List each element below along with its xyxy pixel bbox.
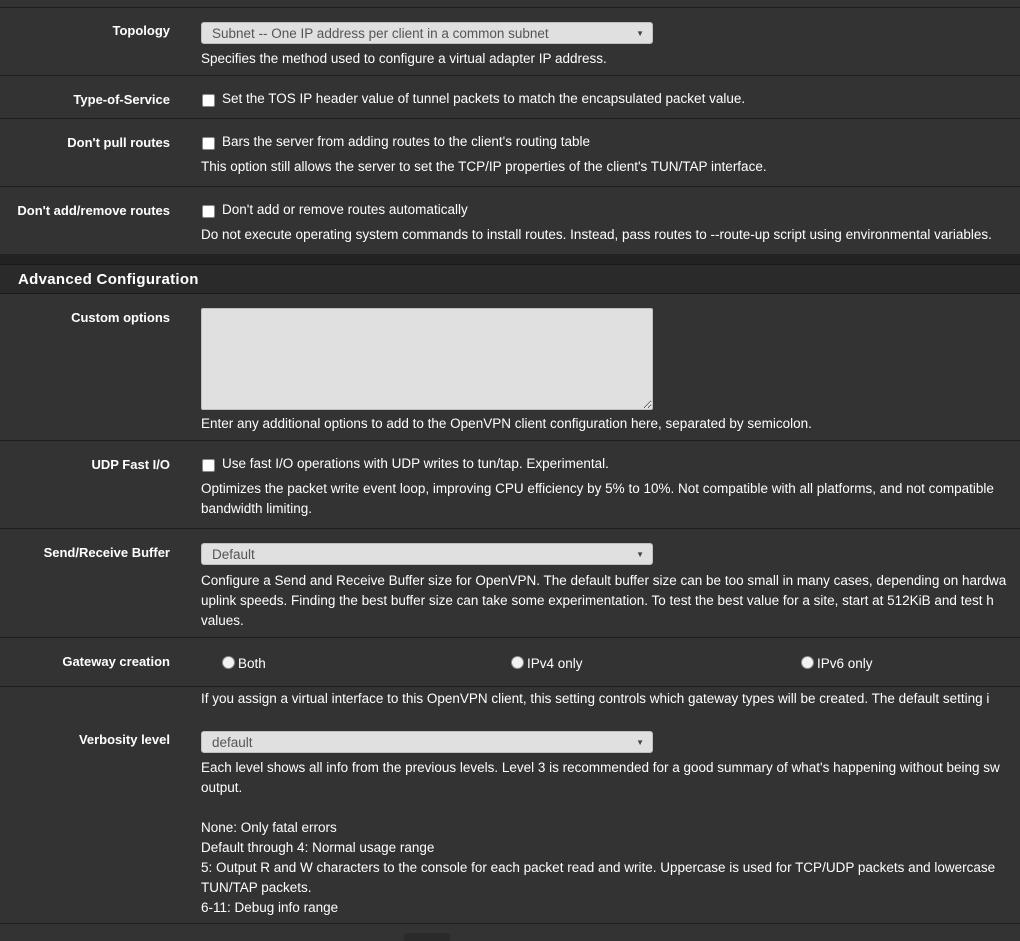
panel-gap bbox=[0, 254, 1020, 264]
buffer-select-value: Default bbox=[212, 547, 255, 562]
udp-fast-io-label: UDP Fast I/O bbox=[91, 457, 170, 472]
section-title: Advanced Configuration bbox=[18, 271, 199, 288]
verbosity-level-item: TUN/TAP packets. bbox=[201, 880, 312, 895]
udp-fast-io-help-line2: bandwidth limiting. bbox=[201, 501, 313, 516]
buffer-help-line2: uplink speeds. Finding the best buffer size can take some experimentation. To test the best value for a site, start at 512KiB and test h bbox=[201, 593, 994, 608]
gateway-radio-both[interactable] bbox=[222, 656, 235, 669]
advanced-config-header bbox=[0, 264, 1020, 294]
add-remove-routes-label: Don't add/remove routes bbox=[17, 203, 170, 218]
pull-routes-row bbox=[0, 119, 1020, 187]
topology-help: Specifies the method used to configure a virtual adapter IP address. bbox=[201, 51, 607, 66]
udp-fast-io-row bbox=[0, 441, 1020, 529]
udp-fast-io-checkbox-label: Use fast I/O operations with UDP writes to tun/tap. Experimental. bbox=[222, 456, 609, 471]
buffer-row bbox=[0, 529, 1020, 638]
gateway-radio-ipv4[interactable] bbox=[511, 656, 524, 669]
custom-options-help: Enter any additional options to add to the OpenVPN client configuration here, separated by semicolon. bbox=[201, 416, 812, 431]
verbosity-level-item: 6-11: Debug info range bbox=[201, 900, 339, 915]
verbosity-label: Verbosity level bbox=[78, 732, 170, 747]
pull-routes-label: Don't pull routes bbox=[67, 135, 170, 150]
chevron-down-icon: ▼ bbox=[636, 29, 644, 38]
verbosity-help-line2: output. bbox=[201, 780, 243, 795]
verbosity-select[interactable] bbox=[201, 731, 653, 753]
custom-options-row bbox=[0, 293, 1020, 441]
chevron-down-icon: ▼ bbox=[636, 738, 644, 747]
topology-select-value: Subnet -- One IP address per client in a common subnet bbox=[212, 26, 549, 41]
udp-fast-io-help-line1: Optimizes the packet write event loop, improving CPU efficiency by 5% to 10%. Not compatible with all platforms, and not compatible bbox=[201, 481, 994, 496]
verbosity-level-item: Default through 4: Normal usage range bbox=[201, 840, 435, 855]
custom-options-label: Custom options bbox=[71, 310, 170, 325]
topology-select[interactable] bbox=[201, 22, 653, 44]
bottom-button-partial[interactable] bbox=[404, 933, 450, 941]
verbosity-row bbox=[0, 687, 1020, 924]
gateway-help: If you assign a virtual interface to this OpenVPN client, this setting controls which gateway types will be created. The default setting i bbox=[201, 691, 990, 706]
verbosity-level-item: None: Only fatal errors bbox=[201, 820, 337, 835]
gateway-option-ipv4: IPv4 only bbox=[527, 656, 583, 671]
custom-options-textarea[interactable] bbox=[201, 308, 653, 410]
add-remove-routes-checkbox-label: Don't add or remove routes automatically bbox=[222, 202, 468, 217]
gateway-radio-ipv6[interactable] bbox=[801, 656, 814, 669]
buffer-help-line1: Configure a Send and Receive Buffer size for OpenVPN. The default buffer size can be too small in many cases, depending on hardwa bbox=[201, 573, 1007, 588]
tos-label: Type-of-Service bbox=[73, 92, 170, 107]
add-remove-routes-help: Do not execute operating system commands to install routes. Instead, pass routes to --route-up script using environmental variables. bbox=[201, 227, 992, 242]
tos-checkbox[interactable] bbox=[202, 94, 215, 107]
gateway-option-both: Both bbox=[238, 656, 266, 671]
buffer-select[interactable] bbox=[201, 543, 653, 565]
gateway-label: Gateway creation bbox=[62, 654, 170, 669]
udp-fast-io-checkbox[interactable] bbox=[202, 459, 215, 472]
topology-row bbox=[0, 8, 1020, 76]
topology-label: Topology bbox=[112, 23, 170, 38]
gateway-option-ipv6: IPv6 only bbox=[817, 656, 873, 671]
gateway-row bbox=[0, 638, 1020, 706]
buffer-help-line3: values. bbox=[201, 613, 244, 628]
pull-routes-checkbox[interactable] bbox=[202, 137, 215, 150]
add-remove-routes-checkbox[interactable] bbox=[202, 205, 215, 218]
chevron-down-icon: ▼ bbox=[636, 550, 644, 559]
pull-routes-help: This option still allows the server to set the TCP/IP properties of the client's TUN/TAP interface. bbox=[201, 159, 767, 174]
verbosity-help-line1: Each level shows all info from the previous levels. Level 3 is recommended for a good summary of what's happening without being sw bbox=[201, 760, 1000, 775]
top-divider bbox=[0, 0, 1020, 8]
buffer-label: Send/Receive Buffer bbox=[43, 545, 170, 560]
verbosity-level-item: 5: Output R and W characters to the console for each packet read and write. Uppercase is used for TCP/UDP packets and lowercase bbox=[201, 860, 996, 875]
pull-routes-checkbox-label: Bars the server from adding routes to the client's routing table bbox=[222, 134, 591, 149]
add-remove-routes-row bbox=[0, 187, 1020, 254]
tos-row bbox=[0, 76, 1020, 119]
verbosity-select-value: default bbox=[212, 735, 253, 750]
tos-checkbox-label: Set the TOS IP header value of tunnel packets to match the encapsulated packet value. bbox=[222, 91, 746, 106]
